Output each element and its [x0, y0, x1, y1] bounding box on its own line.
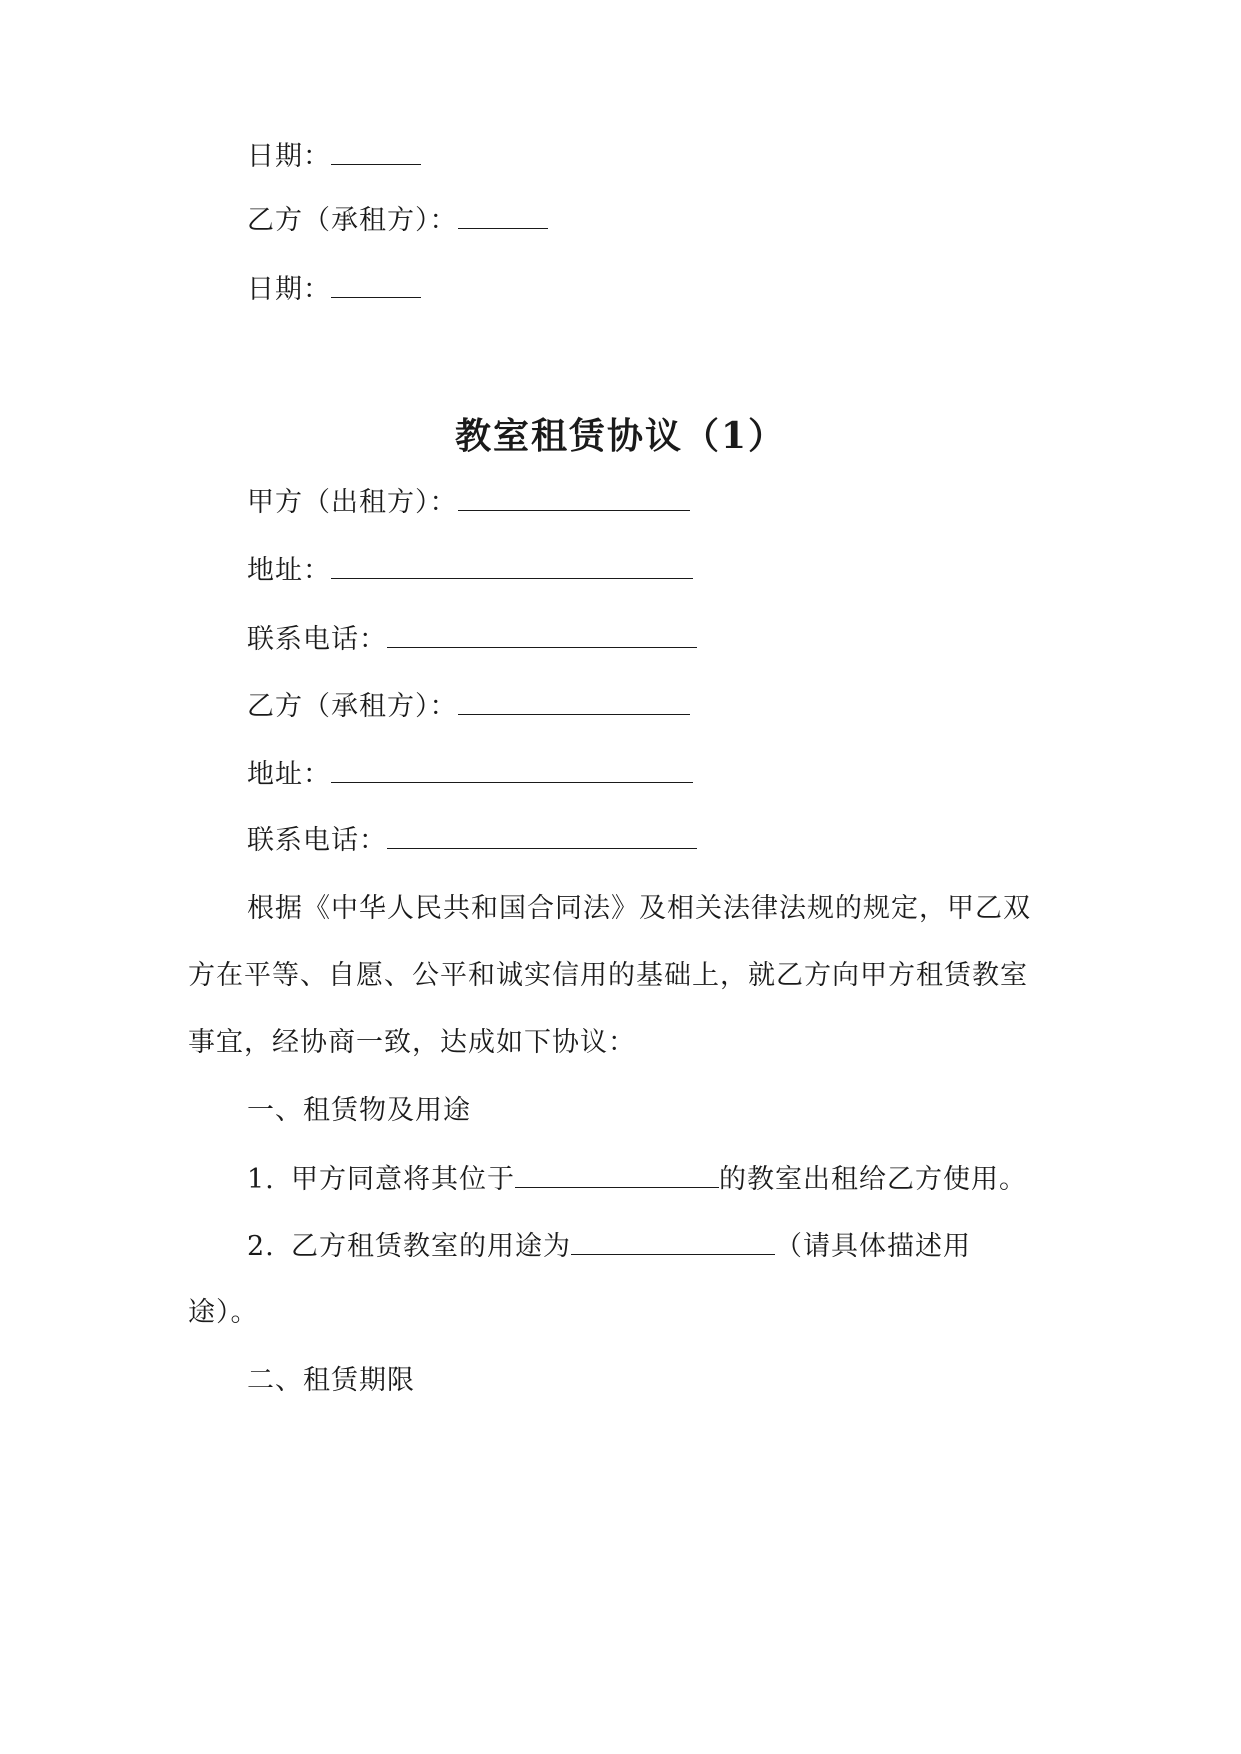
party-b-label: 乙方（承租方）： — [247, 691, 458, 722]
date-line-2 — [247, 271, 421, 308]
item-number: 2. — [247, 1231, 275, 1262]
address-b-line — [247, 756, 693, 793]
phone-a-line — [247, 621, 697, 658]
purpose-blank[interactable] — [571, 1228, 775, 1255]
section-2-heading: 二、租赁期限 — [247, 1365, 415, 1396]
item-text-after: 的教室出租给乙方使用。 — [719, 1164, 1027, 1195]
address-label: 地址： — [247, 759, 331, 790]
date-blank[interactable] — [331, 138, 421, 165]
item-text-before: 甲方同意将其位于 — [291, 1164, 515, 1195]
item-text-after: （请具体描述用 — [775, 1231, 971, 1262]
address-a-line — [247, 552, 693, 589]
party-a-label: 甲方（出租方）： — [247, 487, 458, 518]
phone-b-blank[interactable] — [387, 822, 697, 849]
preamble-line-2: 方在平等、自愿、公平和诚实信用的基础上，就乙方向甲方租赁教室 — [188, 960, 1028, 991]
party-b-blank[interactable] — [458, 202, 548, 229]
preamble-line-1: 根据《中华人民共和国合同法》及相关法律法规的规定，甲乙双 — [247, 893, 1031, 924]
date-label: 日期： — [247, 141, 331, 172]
address-b-blank[interactable] — [331, 756, 693, 783]
preamble-line-3: 事宜，经协商一致，达成如下协议： — [188, 1027, 636, 1058]
phone-b-line — [247, 822, 697, 859]
party-b-label: 乙方（承租方）： — [247, 205, 458, 236]
section-1-item-2 — [247, 1228, 971, 1265]
address-a-blank[interactable] — [331, 552, 693, 579]
date-label: 日期： — [247, 274, 331, 305]
phone-a-blank[interactable] — [387, 621, 697, 648]
section-1-item-2-continuation: 途）。 — [188, 1297, 259, 1328]
item-number: 1. — [247, 1164, 275, 1195]
party-b-signature-line — [247, 202, 548, 239]
phone-label: 联系电话： — [247, 825, 387, 856]
date-blank[interactable] — [331, 271, 421, 298]
section-1-item-1 — [247, 1161, 1027, 1198]
party-a-blank[interactable] — [458, 484, 690, 511]
party-b-blank[interactable] — [458, 688, 690, 715]
phone-label: 联系电话： — [247, 624, 387, 655]
party-b-line — [247, 688, 690, 725]
location-blank[interactable] — [515, 1161, 719, 1188]
address-label: 地址： — [247, 555, 331, 586]
section-1-heading: 一、租赁物及用途 — [247, 1095, 471, 1126]
date-line-1 — [247, 138, 421, 175]
agreement-title: 教室租赁协议（1） — [454, 415, 787, 457]
party-a-line — [247, 484, 690, 521]
item-text-before: 乙方租赁教室的用途为 — [291, 1231, 571, 1262]
